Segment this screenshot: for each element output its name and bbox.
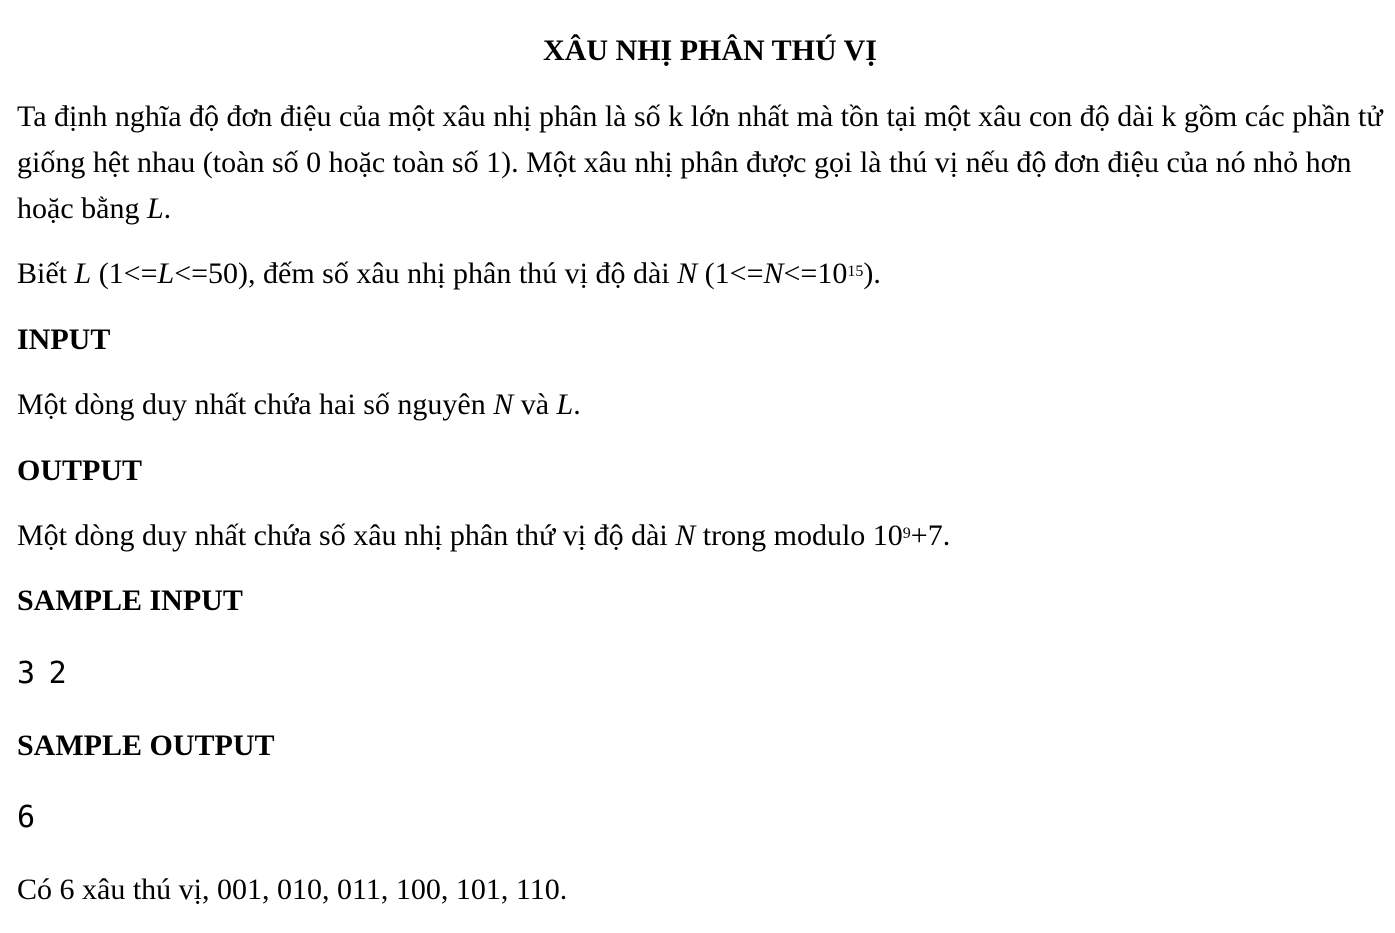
constraints-paragraph [17,251,1389,297]
constraints-var-l-2: L [157,257,175,290]
constraints-var-l: L [74,257,92,290]
constraints-range-open: (1<= [91,257,158,290]
output-heading: OUTPUT [17,454,143,487]
input-heading: INPUT [17,323,111,356]
input-desc-var-l: L [556,388,574,421]
intro-end: . [163,192,172,225]
constraints-prefix: Biết [17,257,75,290]
sample-input-value: 3 [17,656,36,691]
input-desc-end: . [573,388,581,421]
output-desc-mid: trong modulo 10 [695,519,903,552]
sample-input-heading: SAMPLE INPUT [17,584,243,617]
input-description [17,382,1389,428]
constraints-var-n-2: N [763,257,784,290]
input-desc-var-n: N [493,388,514,421]
constraints-var-n: N [677,257,698,290]
output-desc-end: +7. [910,519,951,552]
sample-output-heading: SAMPLE OUTPUT [17,729,275,762]
problem-title: XÂU NHỊ PHÂN THÚ VỊ [543,34,877,67]
constraints-range-close: <=50), đếm số xâu nhị phân thú vị độ dài [174,257,678,290]
sample-input-value: 2 [48,656,67,691]
sample-output-value: 6 [17,800,36,835]
output-desc-prefix: Một dòng duy nhất chứa số xâu nhị phân thứ vị độ dài [17,519,676,552]
output-desc-exponent: 9 [902,524,911,542]
intro-paragraph [17,94,1389,232]
explanation-text: Có 6 xâu thú vị, 001, 010, 011, 100, 101, 110. [17,873,568,906]
constraints-n-open: (1<= [697,257,764,290]
constraints-n-mid: <=10 [783,257,848,290]
constraints-n-close: ). [863,257,881,290]
input-desc-prefix: Một dòng duy nhất chứa hai số nguyên [17,388,494,421]
output-desc-var-n: N [675,519,696,552]
intro-var-l: L [146,192,164,225]
constraints-exponent: 15 [847,262,864,280]
sample-input-block [17,654,1389,694]
input-desc-mid: và [513,388,557,421]
output-description [17,513,1389,559]
intro-text: Ta định nghĩa độ đơn điệu của một xâu nhị phân là số k lớn nhất mà tồn tại một xâu con độ dài k gồm các phần tử giống hệt nhau (toàn số 0 hoặc toàn số 1). Một xâu nhị phân được gọi là thú vị nếu độ đơn điệu của nó nhỏ hơn hoặc bằng [17,100,1383,225]
